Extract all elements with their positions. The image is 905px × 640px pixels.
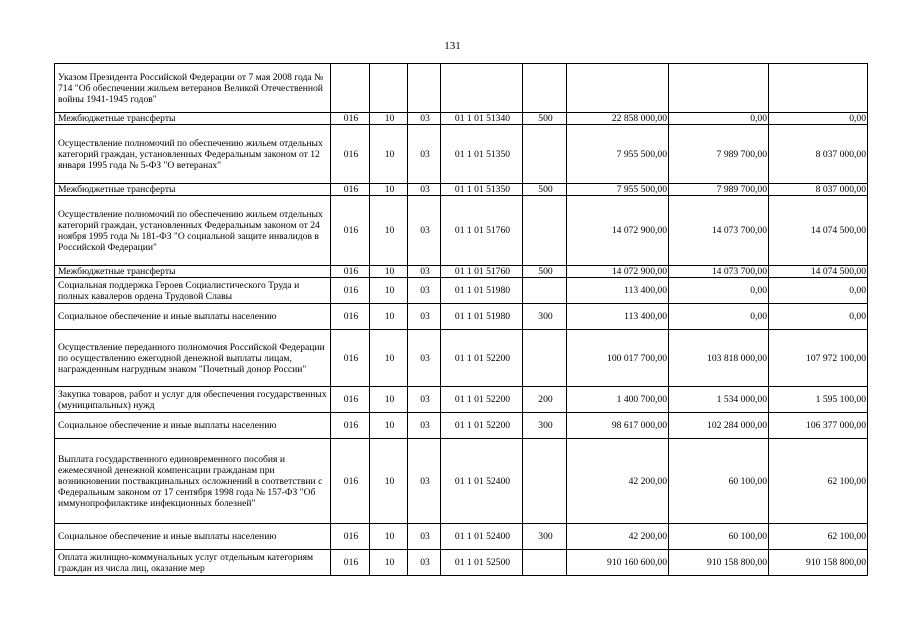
cell-amount-year-3: 107 972 100,00 xyxy=(769,330,868,387)
cell-amount-year-1: 113 400,00 xyxy=(567,278,669,304)
cell-target-article: 01 1 01 52500 xyxy=(441,550,523,576)
table-row xyxy=(55,413,868,439)
cell-section: 10 xyxy=(370,184,408,196)
cell-amount-year-1 xyxy=(567,64,669,113)
cell-expense-type xyxy=(523,330,567,387)
cell-expense-type xyxy=(523,64,567,113)
cell-target-article: 01 1 01 51760 xyxy=(441,266,523,278)
table-row xyxy=(55,550,868,576)
cell-amount-year-2: 7 989 700,00 xyxy=(669,184,769,196)
budget-table xyxy=(54,63,868,576)
cell-ministry-code: 016 xyxy=(331,387,370,413)
cell-amount-year-3: 1 595 100,00 xyxy=(769,387,868,413)
cell-amount-year-3: 910 158 800,00 xyxy=(769,550,868,576)
cell-ministry-code: 016 xyxy=(331,278,370,304)
cell-description: Выплата государственного единовременного пособия и ежемесячной денежной компенсации гражданам при возникновении поствакцинальных осложнений в соответствии с Федеральным законом от 17 сентября 1998 года № 157-ФЗ "Об иммунопрофилактике инфекционных болезней" xyxy=(55,439,331,524)
cell-expense-type xyxy=(523,278,567,304)
cell-description: Осуществление полномочий по обеспечению жильем отдельных категорий граждан, установленных Федеральным законом от 12 января 1995 года № 5-ФЗ "О ветеранах" xyxy=(55,125,331,184)
cell-section: 10 xyxy=(370,330,408,387)
cell-amount-year-2: 60 100,00 xyxy=(669,524,769,550)
cell-ministry-code: 016 xyxy=(331,413,370,439)
cell-expense-type: 300 xyxy=(523,304,567,330)
cell-amount-year-3: 14 074 500,00 xyxy=(769,196,868,266)
cell-amount-year-2: 0,00 xyxy=(669,278,769,304)
cell-subsection: 03 xyxy=(408,330,441,387)
cell-subsection: 03 xyxy=(408,439,441,524)
table-row xyxy=(55,196,868,266)
cell-amount-year-1: 22 858 000,00 xyxy=(567,113,669,125)
cell-section: 10 xyxy=(370,413,408,439)
cell-amount-year-2: 0,00 xyxy=(669,113,769,125)
table-row xyxy=(55,266,868,278)
cell-expense-type: 500 xyxy=(523,113,567,125)
cell-amount-year-1: 910 160 600,00 xyxy=(567,550,669,576)
cell-amount-year-3: 62 100,00 xyxy=(769,439,868,524)
cell-amount-year-2: 60 100,00 xyxy=(669,439,769,524)
table-row xyxy=(55,64,868,113)
cell-section: 10 xyxy=(370,196,408,266)
cell-ministry-code: 016 xyxy=(331,113,370,125)
table-row xyxy=(55,387,868,413)
cell-subsection: 03 xyxy=(408,387,441,413)
cell-amount-year-3: 0,00 xyxy=(769,113,868,125)
cell-amount-year-3: 14 074 500,00 xyxy=(769,266,868,278)
cell-expense-type xyxy=(523,196,567,266)
cell-section xyxy=(370,64,408,113)
cell-amount-year-3: 0,00 xyxy=(769,278,868,304)
cell-description: Межбюджетные трансферты xyxy=(55,184,331,196)
cell-description: Межбюджетные трансферты xyxy=(55,266,331,278)
cell-amount-year-2: 14 073 700,00 xyxy=(669,196,769,266)
cell-ministry-code: 016 xyxy=(331,524,370,550)
cell-description: Закупка товаров, работ и услуг для обеспечения государственных (муниципальных) нужд xyxy=(55,387,331,413)
cell-section: 10 xyxy=(370,113,408,125)
cell-ministry-code: 016 xyxy=(331,439,370,524)
cell-description: Социальное обеспечение и иные выплаты населению xyxy=(55,524,331,550)
cell-subsection: 03 xyxy=(408,550,441,576)
cell-ministry-code: 016 xyxy=(331,266,370,278)
cell-section: 10 xyxy=(370,387,408,413)
cell-ministry-code: 016 xyxy=(331,550,370,576)
cell-amount-year-1: 42 200,00 xyxy=(567,524,669,550)
cell-description: Оплата жилищно-коммунальных услуг отдельным категориям граждан из числа лиц, оказание мер xyxy=(55,550,331,576)
cell-amount-year-1: 14 072 900,00 xyxy=(567,266,669,278)
cell-expense-type: 300 xyxy=(523,524,567,550)
cell-subsection: 03 xyxy=(408,113,441,125)
cell-description: Осуществление переданного полномочия Российской Федерации по осуществлению ежегодной денежной выплаты лицам, награжденным нагрудным знаком "Почетный донор России" xyxy=(55,330,331,387)
cell-amount-year-3: 106 377 000,00 xyxy=(769,413,868,439)
cell-description: Социальное обеспечение и иные выплаты населению xyxy=(55,413,331,439)
cell-amount-year-1: 14 072 900,00 xyxy=(567,196,669,266)
table-row xyxy=(55,439,868,524)
cell-section: 10 xyxy=(370,125,408,184)
cell-amount-year-1: 42 200,00 xyxy=(567,439,669,524)
cell-section: 10 xyxy=(370,439,408,524)
cell-amount-year-2: 1 534 000,00 xyxy=(669,387,769,413)
cell-description: Указом Президента Российской Федерации от 7 мая 2008 года № 714 "Об обеспечении жильем ветеранов Великой Отечественной войны 1941-1945 годов" xyxy=(55,64,331,113)
cell-ministry-code: 016 xyxy=(331,330,370,387)
cell-expense-type xyxy=(523,439,567,524)
cell-section: 10 xyxy=(370,524,408,550)
cell-subsection: 03 xyxy=(408,196,441,266)
cell-amount-year-2: 7 989 700,00 xyxy=(669,125,769,184)
cell-expense-type xyxy=(523,125,567,184)
cell-subsection: 03 xyxy=(408,413,441,439)
cell-target-article: 01 1 01 52400 xyxy=(441,439,523,524)
cell-expense-type: 300 xyxy=(523,413,567,439)
cell-amount-year-1: 98 617 000,00 xyxy=(567,413,669,439)
table-row xyxy=(55,113,868,125)
cell-target-article: 01 1 01 52200 xyxy=(441,387,523,413)
cell-description: Социальное обеспечение и иные выплаты населению xyxy=(55,304,331,330)
cell-section: 10 xyxy=(370,304,408,330)
cell-target-article: 01 1 01 51340 xyxy=(441,113,523,125)
cell-amount-year-2: 102 284 000,00 xyxy=(669,413,769,439)
cell-target-article: 01 1 01 52400 xyxy=(441,524,523,550)
cell-amount-year-1: 1 400 700,00 xyxy=(567,387,669,413)
cell-amount-year-1: 7 955 500,00 xyxy=(567,125,669,184)
cell-target-article: 01 1 01 51980 xyxy=(441,278,523,304)
cell-amount-year-1: 113 400,00 xyxy=(567,304,669,330)
cell-target-article: 01 1 01 52200 xyxy=(441,330,523,387)
cell-amount-year-2: 103 818 000,00 xyxy=(669,330,769,387)
cell-amount-year-2: 0,00 xyxy=(669,304,769,330)
cell-subsection: 03 xyxy=(408,184,441,196)
cell-subsection: 03 xyxy=(408,125,441,184)
cell-amount-year-2: 14 073 700,00 xyxy=(669,266,769,278)
cell-section: 10 xyxy=(370,266,408,278)
cell-amount-year-3: 0,00 xyxy=(769,304,868,330)
table-body xyxy=(55,64,868,576)
cell-target-article: 01 1 01 51980 xyxy=(441,304,523,330)
cell-ministry-code: 016 xyxy=(331,304,370,330)
cell-section: 10 xyxy=(370,550,408,576)
cell-amount-year-3: 8 037 000,00 xyxy=(769,125,868,184)
cell-target-article: 01 1 01 51350 xyxy=(441,184,523,196)
cell-subsection: 03 xyxy=(408,524,441,550)
page-number: 131 xyxy=(444,40,461,52)
cell-subsection: 03 xyxy=(408,266,441,278)
table-row xyxy=(55,184,868,196)
cell-description: Межбюджетные трансферты xyxy=(55,113,331,125)
cell-target-article: 01 1 01 51350 xyxy=(441,125,523,184)
cell-amount-year-3 xyxy=(769,64,868,113)
cell-ministry-code: 016 xyxy=(331,196,370,266)
cell-expense-type xyxy=(523,550,567,576)
cell-subsection: 03 xyxy=(408,304,441,330)
table-row xyxy=(55,330,868,387)
cell-amount-year-1: 100 017 700,00 xyxy=(567,330,669,387)
cell-expense-type: 500 xyxy=(523,184,567,196)
cell-target-article: 01 1 01 51760 xyxy=(441,196,523,266)
cell-amount-year-3: 62 100,00 xyxy=(769,524,868,550)
cell-target-article xyxy=(441,64,523,113)
cell-subsection: 03 xyxy=(408,278,441,304)
cell-expense-type: 200 xyxy=(523,387,567,413)
cell-amount-year-2: 910 158 800,00 xyxy=(669,550,769,576)
cell-amount-year-1: 7 955 500,00 xyxy=(567,184,669,196)
cell-ministry-code: 016 xyxy=(331,125,370,184)
table-row xyxy=(55,278,868,304)
cell-description: Социальная поддержка Героев Социалистического Труда и полных кавалеров ордена Трудовой Славы xyxy=(55,278,331,304)
cell-ministry-code xyxy=(331,64,370,113)
table-row xyxy=(55,524,868,550)
cell-amount-year-3: 8 037 000,00 xyxy=(769,184,868,196)
cell-ministry-code: 016 xyxy=(331,184,370,196)
cell-expense-type: 500 xyxy=(523,266,567,278)
cell-description: Осуществление полномочий по обеспечению жильем отдельных категорий граждан, установленных Федеральным законом от 24 ноября 1995 года № 181-ФЗ "О социальной защите инвалидов в Российской Федерации" xyxy=(55,196,331,266)
cell-section: 10 xyxy=(370,278,408,304)
cell-target-article: 01 1 01 52200 xyxy=(441,413,523,439)
table-row xyxy=(55,125,868,184)
table-row xyxy=(55,304,868,330)
cell-subsection xyxy=(408,64,441,113)
cell-amount-year-2 xyxy=(669,64,769,113)
